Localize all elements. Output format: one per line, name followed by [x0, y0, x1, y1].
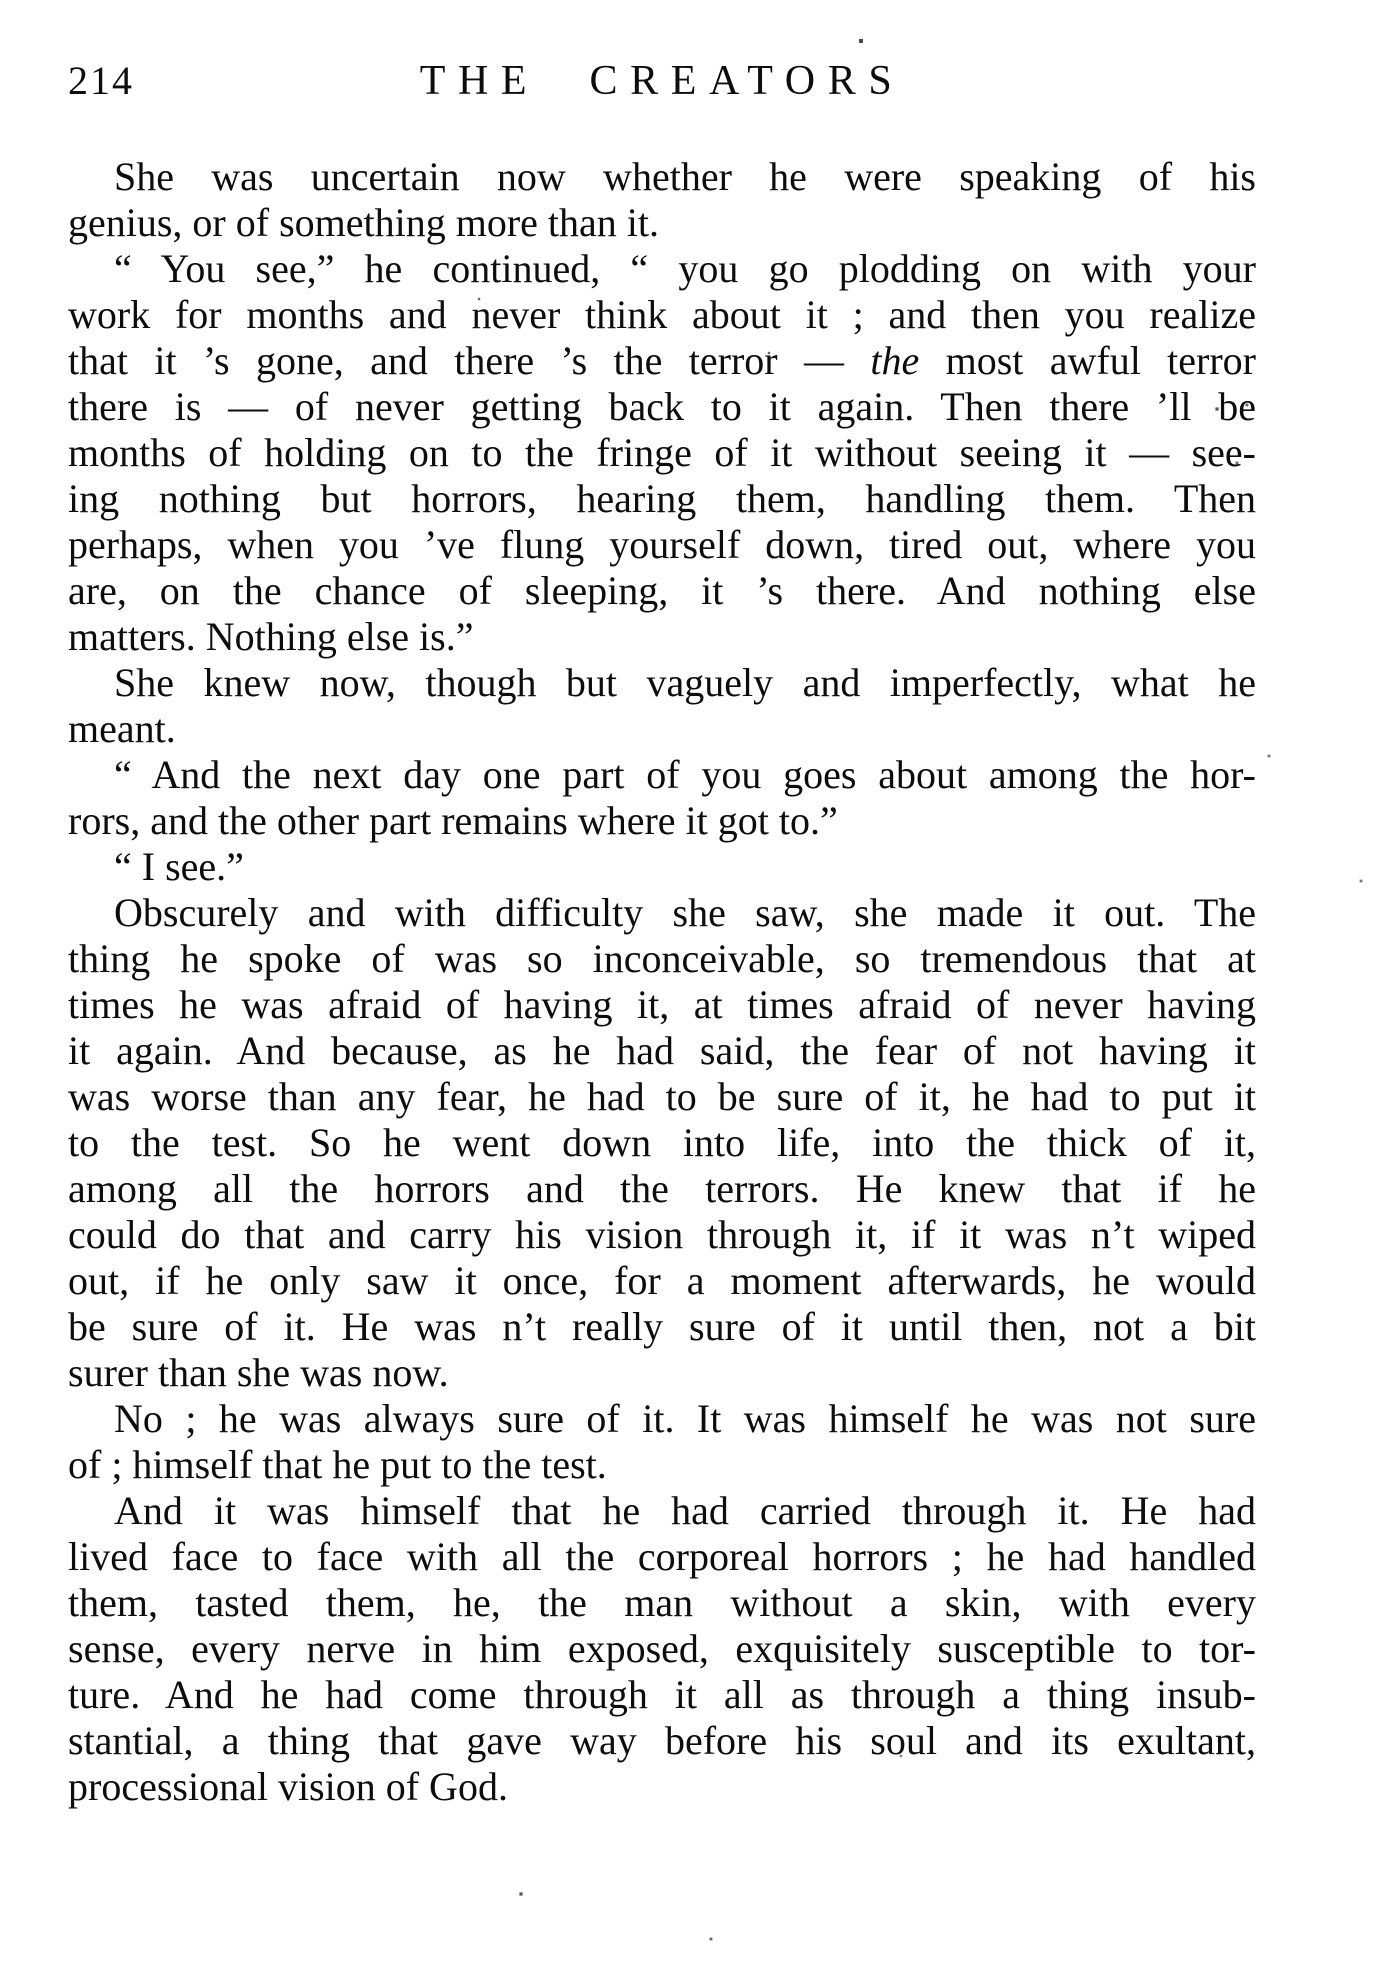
text-line: rors, and the other part remains where it got to.”: [68, 798, 838, 843]
text-line: And it was himself that he had carried through it. He had: [114, 1488, 1256, 1533]
text-line: “ And the next day one part of you goes about among the hor-: [114, 752, 1256, 797]
text-line: perhaps, when you ’ve flung yourself down, tired out, where you: [68, 522, 1256, 567]
text-line: “ I see.”: [114, 844, 244, 889]
paragraph: [68, 844, 1256, 890]
text-line: sense, every nerve in him exposed, exquisitely susceptible to tor-: [68, 1626, 1256, 1671]
text-line: there is — of never getting back to it again. Then there ’ll be: [68, 384, 1256, 429]
paragraph: [68, 890, 1256, 1396]
paragraph: [68, 1396, 1256, 1488]
text-line: months of holding on to the fringe of it without seeing it — see-: [68, 430, 1256, 475]
paragraph: [68, 154, 1256, 246]
text-line: are, on the chance of sleeping, it ’s there. And nothing else: [68, 568, 1256, 613]
text-line: She knew now, though but vaguely and imperfectly, what he: [114, 660, 1256, 705]
text-line: matters. Nothing else is.”: [68, 614, 474, 659]
text-line: times he was afraid of having it, at times afraid of never having: [68, 982, 1256, 1027]
text-line: “ You see,” he continued, “ you go plodding on with your: [114, 246, 1256, 291]
paragraph: [68, 660, 1256, 752]
text-line: surer than she was now.: [68, 1350, 449, 1395]
text-line: to the test. So he went down into life, into the thick of it,: [68, 1120, 1256, 1165]
text-line: was worse than any fear, he had to be sure of it, he had to put it: [68, 1074, 1256, 1119]
page-number: 214: [68, 58, 134, 103]
text-line: meant.: [68, 706, 176, 751]
text-line: them, tasted them, he, the man without a skin, with every: [68, 1580, 1256, 1625]
text-line: ture. And he had come through it all as through a thing insub-: [68, 1672, 1256, 1717]
page-body: [68, 154, 1256, 1810]
paragraph: [68, 752, 1256, 844]
text-line: She was uncertain now whether he were speaking of his: [114, 154, 1256, 199]
text-line: be sure of it. He was n’t really sure of it until then, not a bit: [68, 1304, 1256, 1349]
text-line: could do that and carry his vision through it, if it was n’t wiped: [68, 1212, 1256, 1257]
text-line: work for months and never think about it ; and then you realize: [68, 292, 1256, 337]
text-line: among all the horrors and the terrors. He knew that if he: [68, 1166, 1256, 1211]
page-title: THE CREATORS: [419, 58, 905, 104]
text-line: genius, or of something more than it.: [68, 200, 660, 245]
text-line: of ; himself that he put to the test.: [68, 1442, 607, 1487]
text-line: it again. And because, as he had said, the fear of not having it: [68, 1028, 1256, 1073]
text-line: stantial, a thing that gave way before his soul and its exultant,: [68, 1718, 1256, 1763]
paragraph: [68, 1488, 1256, 1810]
text-line: lived face to face with all the corporeal horrors ; he had handled: [68, 1534, 1256, 1579]
text-line: No ; he was always sure of it. It was himself he was not sure: [114, 1396, 1256, 1441]
text-line: Obscurely and with difficulty she saw, she made it out. The: [114, 890, 1256, 935]
text-line: out, if he only saw it once, for a moment afterwards, he would: [68, 1258, 1256, 1303]
scan-speckles: [0, 0, 2, 2]
text-line: thing he spoke of was so inconceivable, so tremendous that at: [68, 936, 1256, 981]
paragraph: [68, 246, 1256, 660]
text-line: processional vision of God.: [68, 1764, 508, 1809]
page-header: [68, 56, 1256, 106]
text-line: that it ’s gone, and there ’s the terror — the most awful terror: [68, 338, 1256, 383]
text-line: ing nothing but horrors, hearing them, handling them. Then: [68, 476, 1256, 521]
page-content: [68, 56, 1256, 1810]
